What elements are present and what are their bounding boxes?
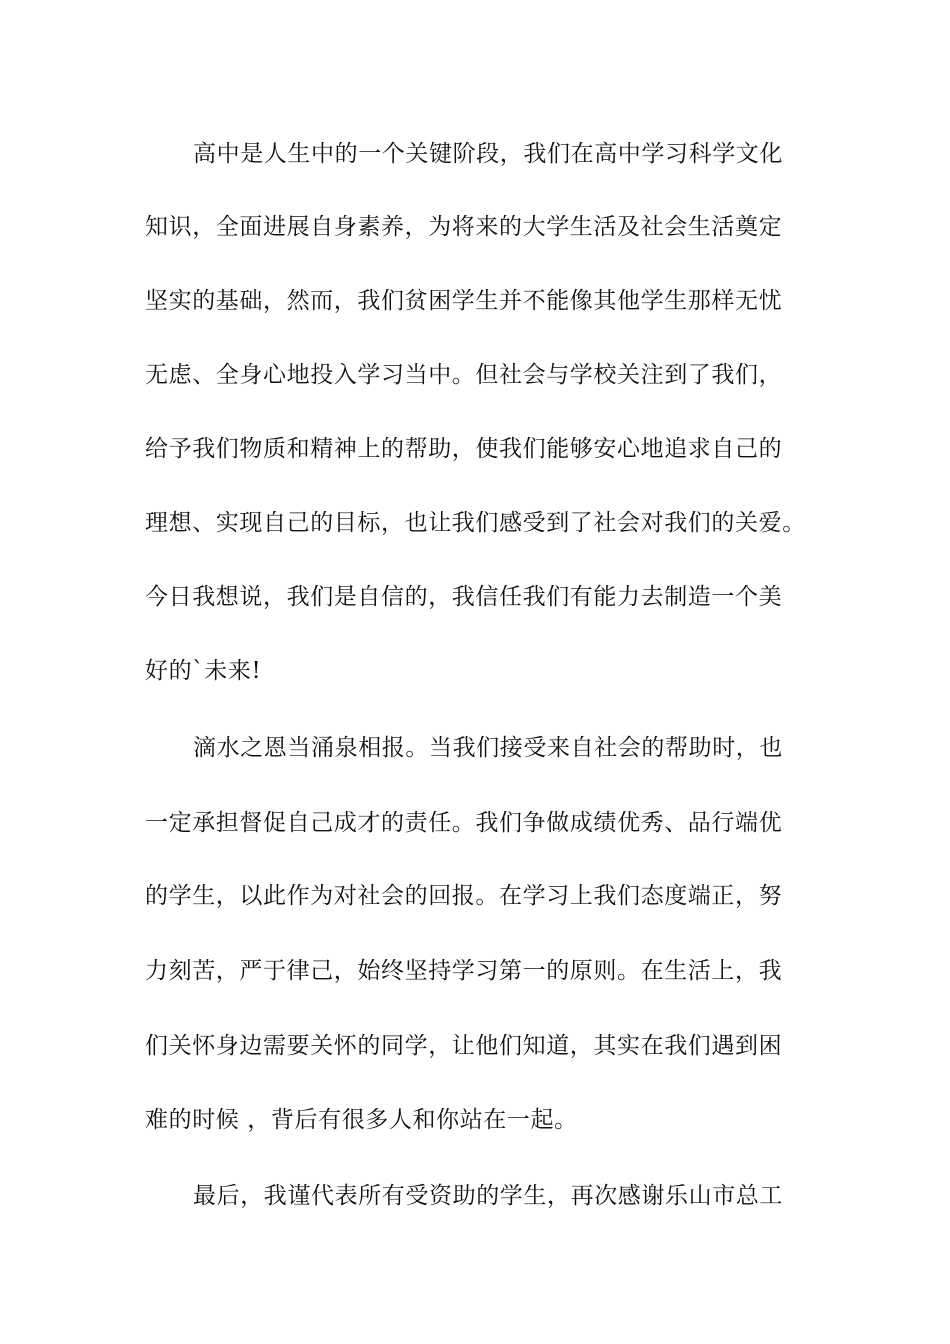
paragraph-2-line-6: 难的时候 ，背后有很多人和你站在一起。: [145, 1107, 578, 1133]
paragraph-1-line-5: 给予我们物质和精神上的帮助，使我们能够安心地追求自己的: [145, 436, 783, 462]
paragraph-1-line-2: 知识，全面进展自身素养，为将来的大学生活及社会生活奠定: [145, 214, 783, 240]
paragraph-1-line-4: 无虑、全身心地投入学习当中。但社会与学校关注到了我们，: [145, 362, 783, 388]
paragraph-2-line-3: 的学生，以此作为对社会的回报。在学习上我们态度端正，努: [145, 883, 783, 909]
paragraph-2-line-1: 滴水之恩当涌泉相报。当我们接受来自社会的帮助时，也: [193, 735, 783, 761]
paragraph-1-line-1: 高中是人生中的一个关键阶段，我们在高中学习科学文化: [193, 141, 783, 167]
paragraph-2-line-4: 力刻苦，严于律己，始终坚持学习第一的原则。在生活上，我: [145, 958, 783, 984]
paragraph-2-line-2: 一定承担督促自己成才的责任。我们争做成绩优秀、品行端优: [145, 810, 783, 836]
paragraph-1-line-7: 今日我想说，我们是自信的，我信任我们有能力去制造一个美: [145, 584, 783, 610]
paragraph-1-line-8: 好的`未来!: [145, 658, 262, 684]
paragraph-1-line-3: 坚实的基础，然而，我们贫困学生并不能像其他学生那样无忧: [145, 288, 783, 314]
paragraph-3-line-1: 最后，我谨代表所有受资助的学生，再次感谢乐山市总工: [193, 1183, 783, 1209]
paragraph-1-line-6: 理想、实现自己的目标，也让我们感受到了社会对我们的关爱。: [145, 510, 806, 536]
paragraph-2-line-5: 们关怀身边需要关怀的同学，让他们知道，其实在我们遇到困: [145, 1033, 783, 1059]
